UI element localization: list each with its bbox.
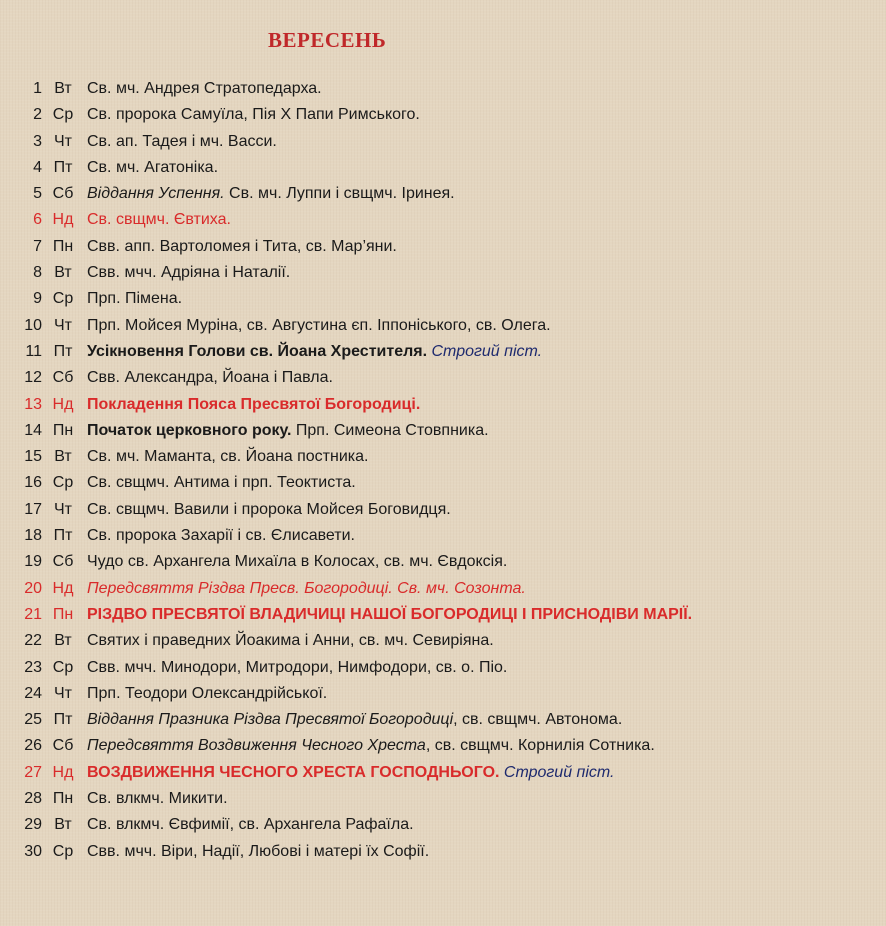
calendar-row	[0, 760, 886, 786]
feast-text-part: Свв. Александра, Йоана і Павла.	[87, 369, 333, 387]
feast-text-part: Св. ап. Тадея і мч. Васси.	[87, 132, 277, 150]
calendar-row	[0, 155, 886, 181]
feast-description	[87, 129, 277, 155]
feast-text-part: Св. пророка Самуїла, Пія Х Папи Римського.	[87, 106, 420, 124]
weekday: Сб	[52, 553, 74, 571]
calendar-row	[0, 812, 886, 838]
feast-text-part: Строгий піст.	[431, 342, 543, 360]
day-number: 18	[24, 527, 42, 545]
weekday: Нд	[52, 395, 74, 413]
feast-text-part: Св. мч. Андрея Стратопедарха.	[87, 80, 322, 97]
day-number: 24	[24, 684, 42, 702]
calendar-row	[0, 602, 886, 628]
feast-text-part: Прп. Симеона Стовпника.	[291, 421, 489, 439]
weekday: Вт	[54, 80, 72, 97]
feast-text-part: , св. свщмч. Корнилія Сотника.	[425, 737, 655, 755]
feast-text-part: Св. свщмч. Євтиха.	[87, 211, 231, 229]
feast-text-part: Прп. Мойсея Муріна, св. Августина єп. Іппоніського, св. Олега.	[87, 316, 551, 334]
feast-text-part: Віддання Успення.	[87, 185, 225, 203]
feast-description	[87, 497, 451, 523]
calendar-row	[0, 681, 886, 707]
weekday: Сб	[52, 369, 74, 387]
day-number: 8	[33, 264, 42, 282]
day-number: 21	[24, 605, 42, 623]
calendar-row	[0, 786, 886, 812]
day-number: 25	[24, 711, 42, 729]
day-number: 22	[24, 632, 42, 650]
day-number: 20	[24, 579, 42, 597]
weekday: Пн	[52, 605, 74, 623]
day-number: 30	[24, 842, 42, 860]
calendar-row	[0, 286, 886, 312]
calendar-row	[0, 549, 886, 575]
feast-description	[87, 155, 218, 181]
day-number: 11	[25, 342, 42, 360]
weekday: Ср	[52, 842, 74, 860]
day-number: 3	[33, 132, 42, 150]
weekday: Нд	[52, 763, 74, 781]
day-number: 26	[24, 737, 42, 755]
calendar-row	[0, 707, 886, 733]
page-title: ВЕРЕСЕНЬ	[268, 28, 387, 52]
feast-text-part: Чудо св. Архангела Михаїла в Колосах, св. мч. Євдоксія.	[87, 553, 508, 571]
feast-description	[87, 786, 228, 812]
weekday: Ср	[52, 106, 74, 124]
feast-description	[87, 181, 455, 207]
calendar-row	[0, 576, 886, 602]
feast-text-part: Прп. Теодори Олександрійської.	[87, 684, 328, 702]
day-number: 16	[24, 474, 42, 492]
day-number: 29	[24, 816, 42, 834]
calendar-row	[0, 523, 886, 549]
feast-text-part: Свв. апп. Вартоломея і Тита, св. Мар’яни.	[87, 237, 397, 255]
calendar-list	[0, 76, 886, 865]
day-number: 14	[24, 421, 42, 439]
feast-text-part: Св. влкмч. Микити.	[87, 790, 228, 808]
weekday: Ср	[52, 474, 74, 492]
feast-description	[87, 444, 368, 470]
feast-text-part: Св. влкмч. Євфимії, св. Архангела Рафаїла.	[87, 816, 414, 834]
day-number: 7	[33, 237, 42, 255]
weekday: Пт	[53, 527, 73, 545]
weekday: Чт	[54, 500, 72, 518]
calendar-row	[0, 470, 886, 496]
weekday: Пт	[53, 158, 73, 176]
calendar-row	[0, 628, 886, 654]
feast-description	[87, 839, 429, 865]
feast-description	[87, 628, 494, 654]
weekday: Пн	[52, 421, 74, 439]
day-number: 19	[24, 553, 42, 571]
feast-description	[87, 339, 542, 365]
weekday: Нд	[52, 211, 74, 229]
feast-description	[87, 76, 322, 102]
day-number: 4	[33, 158, 42, 176]
calendar-row	[0, 181, 886, 207]
feast-text-part: Усікновення Голови св. Йоана Хрестителя.	[87, 342, 428, 360]
weekday: Ср	[52, 290, 74, 308]
calendar-row	[0, 234, 886, 260]
day-number: 12	[24, 369, 42, 387]
feast-text-part: Початок церковного року.	[87, 421, 292, 439]
feast-description	[87, 760, 615, 786]
weekday: Вт	[54, 632, 72, 650]
day-number: 6	[33, 211, 42, 229]
day-number: 2	[33, 106, 42, 124]
feast-text-part: ВОЗДВИЖЕННЯ ЧЕСНОГО ХРЕСТА ГОСПОДНЬОГО.	[87, 763, 500, 781]
day-number: 23	[24, 658, 42, 676]
weekday: Пт	[53, 711, 73, 729]
feast-description	[87, 549, 507, 575]
weekday: Сб	[52, 737, 74, 755]
calendar-row	[0, 497, 886, 523]
weekday: Пн	[52, 790, 74, 808]
feast-description	[87, 286, 182, 312]
feast-text-part: Передсвяття Воздвиження Чесного Хреста	[87, 737, 426, 755]
day-number: 27	[24, 763, 42, 781]
weekday: Вт	[54, 448, 72, 466]
feast-text-part: Покладення Пояса Пресвятої Богородиці.	[87, 395, 421, 413]
calendar-row	[0, 129, 886, 155]
feast-description	[87, 576, 526, 602]
calendar-row	[0, 733, 886, 759]
calendar-row	[0, 339, 886, 365]
weekday: Вт	[54, 264, 72, 282]
calendar-row	[0, 365, 886, 391]
feast-description	[87, 655, 507, 681]
day-number: 9	[33, 290, 42, 308]
calendar-row	[0, 418, 886, 444]
feast-description	[87, 707, 622, 733]
day-number: 1	[33, 80, 42, 97]
feast-text-part: Св. мч. Маманта, св. Йоана постника.	[87, 448, 369, 466]
feast-text-part: Св. свщмч. Антима і прп. Теоктиста.	[87, 474, 356, 492]
feast-text-part: Прп. Пімена.	[87, 290, 183, 308]
feast-text-part: Св. мч. Луппи і свщмч. Іринея.	[224, 185, 455, 203]
feast-text-part: Передсвяття Різдва Пресв. Богородиці. Св. мч. Созонта.	[87, 579, 526, 597]
feast-description	[87, 313, 551, 339]
weekday: Нд	[52, 579, 74, 597]
weekday: Вт	[54, 816, 72, 834]
weekday: Пт	[53, 342, 73, 360]
feast-description	[87, 365, 333, 391]
day-number: 17	[24, 500, 42, 518]
feast-text-part: Св. мч. Агатоніка.	[87, 158, 219, 176]
feast-description	[87, 102, 420, 128]
feast-description	[87, 207, 231, 233]
feast-description	[87, 523, 355, 549]
day-number: 15	[24, 448, 42, 466]
day-number: 13	[24, 395, 42, 413]
feast-text-part: Строгий піст.	[503, 763, 615, 781]
weekday: Ср	[52, 658, 74, 676]
day-number: 28	[24, 790, 42, 808]
feast-text-part: Свв. мчч. Віри, Надії, Любові і матері їх Софії.	[87, 842, 430, 860]
feast-description	[87, 812, 414, 838]
feast-text-part: , св. свщмч. Автонома.	[453, 711, 623, 729]
calendar-row	[0, 655, 886, 681]
calendar-row	[0, 260, 886, 286]
weekday: Сб	[52, 185, 74, 203]
feast-text-part: Свв. мчч. Минодори, Митродори, Нимфодори, св. о. Піо.	[87, 658, 508, 676]
feast-description	[87, 681, 327, 707]
calendar-row	[0, 207, 886, 233]
day-number: 5	[33, 185, 42, 203]
feast-text-part: РІЗДВО ПРЕСВЯТОЇ ВЛАДИЧИЦІ НАШОЇ БОГОРОДИЦІ І ПРИСНОДІВИ МАРІЇ.	[87, 605, 693, 623]
feast-text-part: Святих і праведних Йоакима і Анни, св. мч. Севиріяна.	[87, 632, 494, 650]
calendar-row	[0, 392, 886, 418]
feast-description	[87, 602, 692, 628]
feast-description	[87, 418, 489, 444]
weekday: Чт	[54, 316, 72, 334]
calendar-row	[0, 839, 886, 865]
feast-description	[87, 470, 356, 496]
calendar-row	[0, 76, 886, 102]
feast-text-part: Св. свщмч. Вавили і пророка Мойсея Боговидця.	[87, 500, 451, 518]
day-number: 10	[24, 316, 42, 334]
feast-description	[87, 234, 397, 260]
feast-text-part: Віддання Празника Різдва Пресвятої Богородиці	[87, 711, 454, 729]
feast-description	[87, 260, 290, 286]
weekday: Чт	[54, 684, 72, 702]
weekday: Чт	[54, 132, 72, 150]
feast-description	[87, 392, 420, 418]
feast-text-part: Св. пророка Захарії і св. Єлисавети.	[87, 527, 355, 545]
weekday: Пн	[52, 237, 74, 255]
calendar-row	[0, 313, 886, 339]
feast-description	[87, 733, 655, 759]
calendar-row	[0, 102, 886, 128]
calendar-row	[0, 444, 886, 470]
feast-text-part: Свв. мчч. Адріяна і Наталії.	[87, 264, 291, 282]
